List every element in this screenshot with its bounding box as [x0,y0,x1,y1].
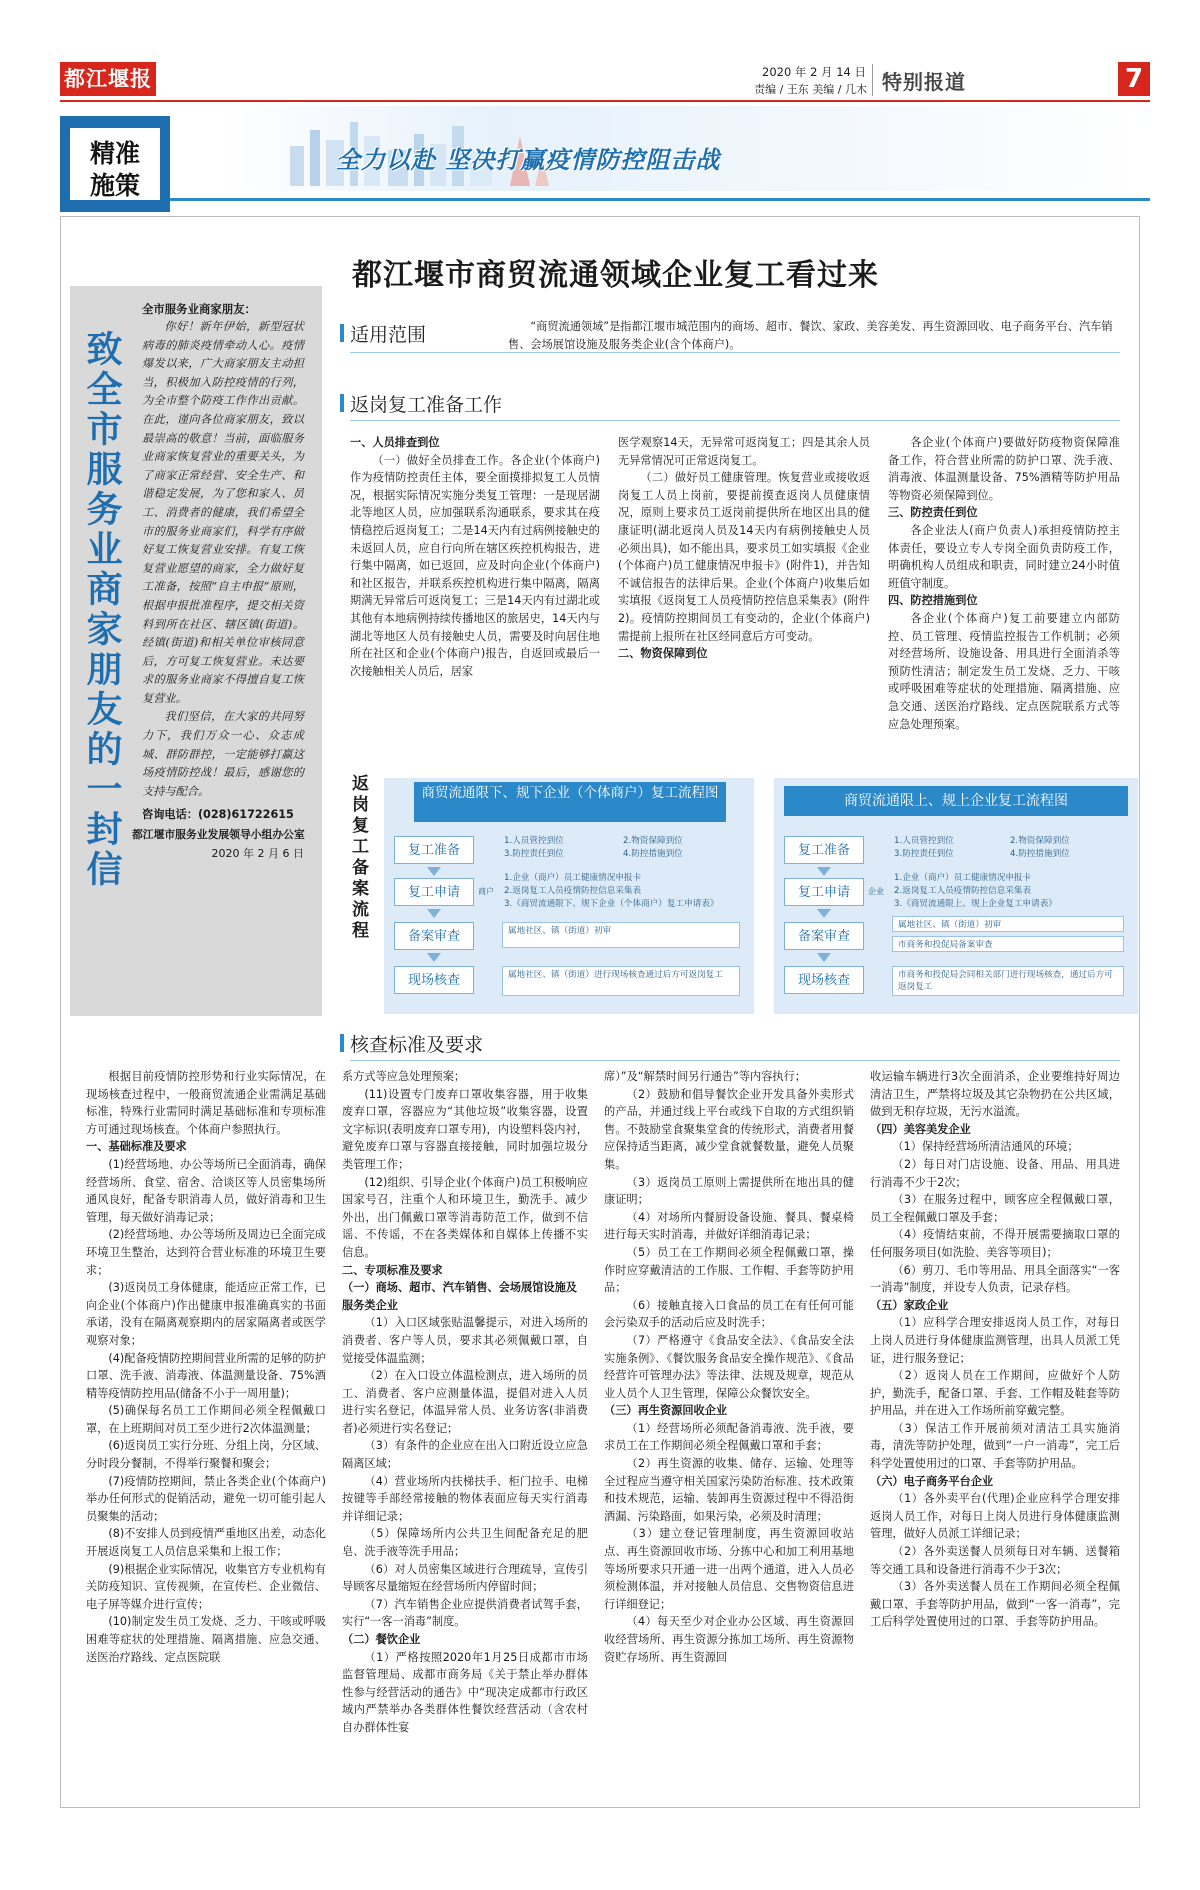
flow-box-left-1: 4.防控措施到位 [623,849,683,859]
paragraph: （2）在入口设立体温检测点，进入场所的员工、消费者、客户应测量体温，提倡对进入人员进行实名登记，体温异常人员、业务访客(非消费者)必须进行实名登记； [342,1369,588,1435]
paragraph: （1）入口区域张贴温馨提示，对进入场所的消费者、客户等人员，要求其必须佩戴口罩，自觉接受体温监测； [342,1316,588,1365]
paragraph: （6）剪刀、毛巾等用品、用具全面落实“一客一消毒”制度，并设专人负责，记录存档。 [870,1263,1120,1295]
paragraph: 席）”及“解禁时间另行通告”等内容执行； [604,1070,806,1083]
paragraph: 各企业(个体商户)要做好防疫物资保障准备工作，符合营业所需的防护口罩、洗手液、消毒液、体温测量设备、75%酒精等防护用品等物资必须保障到位。 [888,436,1120,502]
letter-body [132,300,305,863]
letter-paragraph: 你好！新年伊始，新型冠状病毒的肺炎疫情牵动人心。疫情爆发以来，广大商家朋友主动担当，积极加入防控疫情的行列，为全市整个防疫工作作出贡献。在此，谨向各位商家朋友，致以最崇高的敬意！当前，面临服务业商家恢复营业的重要关头，为了商家正常经营、安全生产、和谐稳定发展，为了您和家人、员工、消费者的健康，我们希望全市的服务业商家们，科学有序做好复工恢复营业安排。有复工恢复营业愿望的商家，全力做好复工准备，按照“自主申报”原则，根据申报批准程序，提交相关资料到所在社区、辖区镇(街道)。经镇(街道)和相关单位审核同意后，方可复工恢复营业。未达要求的服务业商家不得擅自复工恢复营业。 [142,320,304,705]
prep-rule [350,420,1120,421]
flow-step-right-4: 现场核查 [784,966,864,994]
paragraph: (3)返岗员工身体健康，能适应正常工作，已向企业(个体商户)作出健康申报准确真实的书面承诺，没有在隔离观察期内的居家隔离者或医学观察对象； [86,1281,326,1347]
paragraph: （5）保障场所内公共卫生间配备充足的肥皂、洗手液等洗手用品； [342,1527,588,1559]
letter-date: 2020 年 2 月 6 日 [211,847,304,861]
flow-arrow-icon [817,953,831,962]
prep-column-3 [888,434,1120,774]
flow-arrow-icon [427,909,441,918]
subheading: 二、物资保障到位 [618,647,708,661]
letter-greeting: 全市服务业商家朋友： [142,302,256,316]
paragraph: （7）汽车销售企业应提供消费者试驾手套，实行“一客一消毒”制度。 [342,1597,588,1629]
paragraph: （2）再生资源的收集、储存、运输、处理等全过程应当遵守相关国家污染防治标准、技术政策和技术规范，运输、装卸再生资源过程中不得沿街洒漏、污染路面，如果污染，必须及时清理； [604,1457,854,1523]
check-rule [350,1060,1120,1061]
flow-box-right-2: 2.返岗复工人员疫情防控信息采集表 [894,886,1032,896]
paragraph: （2）返岗人员在工作期间，应做好个人防护，勤洗手，配备口罩、手套、工作帽及鞋套等防护用品，并在进入工作场所前穿戴完整。 [870,1369,1120,1418]
check-column-1 [86,1068,326,1788]
paragraph: （2）鼓励和倡导餐饮企业开发具备外卖形式的产品，并通过线上平台或线下自取的方式组织销售。不鼓励堂食聚集堂食的传统形式，消费者用餐应保持适当距离，减少堂食就餐数量，避免人员聚集。 [604,1087,854,1171]
paragraph: （4）疫情结束前，不得开展需要摘取口罩的任何服务项目(如洗脸、美容等项目)； [870,1228,1120,1259]
flow-left-title: 商贸流通限下、规下企业（个体商户）复工流程图 [414,782,726,822]
paragraph: （1）应科学合理安排返岗人员工作，对每日上岗人员进行身体健康监测管理，出具人员派工凭证，进行服务登记； [870,1316,1120,1365]
subheading: （三）再生资源回收企业 [604,1403,728,1418]
prep-column-1 [350,434,600,774]
subheading: （五）家政企业 [870,1297,949,1312]
paragraph: （4）对场所内餐厨设备设施、餐具、餐桌椅进行每天实时消毒，并做好详细消毒记录； [604,1210,854,1242]
letter-signature: 都江堰市服务业发展领导小组办公室 [132,828,305,842]
paragraph: （3）有条件的企业应在出入口附近设立应急隔离区域； [342,1439,588,1471]
subheading: （四）美容美发企业 [870,1121,971,1136]
paragraph: (1)经营场地、办公等场所已全面消毒，确保经营场所、食堂、宿舍、洽谈区等人员密集场所通风良好，配备专职消毒人员，做好消毒和卫生管理，每天做好消毒记录； [86,1157,326,1224]
banner-slogan: 全力以赴 坚决打赢疫情防控阻击战 [336,146,721,174]
banner [60,106,1150,226]
banner-tag-line1: 精准 [89,139,140,168]
paragraph: （6）接触直接入口食品的员工在有任何可能会污染双手的活动后应及时洗手； [604,1298,854,1330]
flow-side-label: 返岗复工备案流程 [352,774,369,941]
masthead [60,62,1150,102]
flow-side-note: 企业 [868,887,884,896]
subheading: （六）电子商务平台企业 [870,1473,994,1488]
subheading: 三、防控责任到位 [888,506,978,520]
header-divider [872,64,873,96]
flow-box-left-1: 2.物资保障到位 [623,836,683,846]
flow-box-left-3: 属地社区、镇（街道）初审 [502,922,740,948]
flow-step-left-3: 备案审查 [394,922,474,950]
subheading: （一）商场、超市、汽车销售、会场展馆设施及服务类企业 [342,1280,577,1312]
subheading: 一、基础标准及要求 [86,1140,187,1154]
newspaper-logo: 都江堰报 [60,62,156,96]
paragraph: （3）保洁工作开展前须对清洁工具实施消毒，清洗等防护处理，做到“一户一消毒”，完工后科学处置使用过的口罩、手套等防护用品。 [870,1421,1120,1471]
paragraph: (2)经营场地、办公等场所及周边已全面完成环境卫生整治，达到符合营业标准的环境卫生要求； [86,1228,326,1277]
paragraph: （1）经营场所必须配备消毒液、洗手液，要求员工在工作期间必须全程佩戴口罩和手套； [604,1421,854,1453]
paragraph: 根据目前疫情防控形势和行业实际情况，在现场核查过程中，一般商贸流通企业需满足基础标准，特殊行业需同时满足基础标准和专项标准方可通过现场核查。个体商户参照执行。 [86,1070,326,1136]
paragraph: （3）各外卖送餐人员在工作期间必须全程佩戴口罩、手套等防护用品，做到“一客一消毒”，完工后科学处置使用过的口罩、手套等防护用品。 [870,1580,1120,1629]
paragraph: 各企业(个体商户)复工前要建立内部防控、员工管理、疫情监控报告工作机制；必须对经营场所、设施设备、用具进行全面消杀等预防性清洁；制定发生员工发烧、乏力、干咳或呼吸困难等症状的处理措施、隔离措施、应急交通、送医治疗路线、定点医院联系方式等应急处理预案。 [888,611,1120,731]
flow-box-right-1: 4.防控措施到位 [1010,849,1070,859]
flow-arrow-icon [817,867,831,876]
subheading: （二）餐饮企业 [342,1632,421,1646]
letter-vertical-title: 致全市服务业商家朋友的一封信 [81,330,123,890]
check-section-label: 核查标准及要求 [350,1030,483,1057]
flow-right-body [774,830,1138,1010]
flow-box-right-2: 3.《商贸流通限上、规上企业复工申请表》 [894,899,1057,909]
flow-step-right-1: 复工准备 [784,836,864,864]
flow-box-right-1: 3.防控责任到位 [894,849,954,859]
flow-step-left-4: 现场核查 [394,966,474,994]
paragraph: (9)根据企业实际情况，收集官方专业机构有关防疫知识、宣传视频，在宣传栏、企业微信、电子屏等媒介进行宣传； [86,1562,326,1611]
flow-arrow-icon [427,867,441,876]
check-column-2 [342,1068,588,1788]
flow-step-right-2: 复工申请 [784,878,864,906]
paragraph: （2）每日对门店设施、设备、用品、用具进行消毒不少于2次； [870,1157,1120,1189]
flow-step-right-3: 备案审查 [784,922,864,950]
subheading: 二、专项标准及要求 [342,1263,443,1277]
scope-text: “商贸流通领域”是指都江堰市城范围内的商场、超市、餐饮、家政、美容美发、再生资源回收、电子商务平台、汽车销售、会场展馆设施及服务类企业(含个体商户)。 [508,320,1113,351]
paragraph: 各企业法人(商户负责人)承担疫情防控主体责任，要设立专人专岗全面负责防疫工作，明确机构人员组成和职责，同时建立24小时值班值守制度。 [888,523,1120,590]
paragraph: （1）各外卖平台(代理)企业应科学合理安排返岗人员工作，对每日上岗人员进行身体健康监测管理，做好人员派工详细记录； [870,1492,1120,1541]
paragraph: (8)不安排人员到疫情严重地区出差，动态化开展返岗复工人员信息采集和上报工作； [86,1527,326,1559]
paragraph: （二）做好员工健康管理。恢复营业或接收返岗复工人员上岗前，要提前摸查返岗人员健康情况，原则上要求员工返岗前提供所在地区出具的健康证明(湖北返岗人员及14天内有病例接触史人员必须出具)，如不能出具，要求员工如实填报《企业(个体商户)员工健康情况申报卡》(附件1)，并告知不诚信报告的法律后果。企业(个体商户)收集后如实填报《返岗复工人员疫情防控信息采集表》(附件2)。疫情防控期间员工有变动的，企业(个体商户)需提前上报所在社区经同意后方可变动。 [618,471,870,643]
paragraph: （3）返岗员工原则上需提供所在地出具的健康证明； [604,1175,854,1207]
paragraph: （1）保持经营场所清洁通风的环境； [892,1140,1079,1154]
flow-box-left-1: 1.人员管控到位 [504,836,564,846]
flow-box-right-1: 1.人员管控到位 [894,836,954,846]
masthead-rule [60,100,1150,102]
paragraph: (10)制定发生员工发烧、乏力、干咳或呼吸困难等症状的处理措施、隔离措施、应急交通、送医治疗路线、定点医院联 [86,1615,326,1664]
flow-step-left-1: 复工准备 [394,836,474,864]
paragraph: 医学观察14天，无异常可返岗复工；四是其余人员无异常情况可正常返岗复工。 [618,436,870,467]
flow-step-left-2: 复工申请 [394,878,474,906]
flow-arrow-icon [427,953,441,962]
flow-box-right-2: 1.企业（商户）员工健康情况申报卡 [894,873,1032,883]
paragraph: (5)确保每名员工工作期间必须全程佩戴口罩，在上班期间对员工至少进行2次体温测量； [86,1404,326,1435]
flow-box-left-2: 3.《商贸流通限下、规下企业（个体商户）复工申请表》 [504,899,719,909]
paragraph: （1）严格按照2020年1月25日成都市市场监督管理局、成都市商务局《关于禁止举办群体性参与经营活动的通告》中“现决定成都市行政区域内严禁举办各类群体性餐饮经营活动（含农村自办群体性宴 [342,1650,588,1734]
section-name: 特别报道 [882,70,966,94]
prep-column-2 [618,434,870,774]
paragraph: （5）员工在工作期间必须全程佩戴口罩，操作时应穿戴清洁的工作服、工作帽、手套等防护用品； [604,1245,854,1295]
paragraph: （3）建立登记管理制度，再生资源回收站点、再生资源回收市场、分拣中心和加工利用基地等场所要求只开通一进一出两个通道，进入人员必须检测体温，并对接触人员信息、交售物资信息进行详细登记； [604,1527,854,1611]
paragraph: （6）对人员密集区域进行合理疏导，宣传引导顾客尽量缩短在经营场所内停留时间； [342,1562,588,1594]
letter-phone: 咨询电话：(028)61722615 [142,808,294,822]
flow-right-title: 商贸流通限上、规上企业复工流程图 [784,786,1128,816]
paragraph: (7)疫情防控期间，禁止各类企业(个体商户)举办任何形式的促销活动，避免一切可能引起人员聚集的活动； [86,1474,326,1523]
paragraph: （4）营业场所内扶梯扶手、柜门拉手、电梯按键等手部经常接触的物体表面应每天实行消毒并详细记录； [342,1474,588,1523]
paragraph: （3）在服务过程中，顾客应全程佩戴口罩，员工全程佩戴口罩及手套； [870,1193,1120,1224]
banner-tag-line2: 施策 [89,171,140,200]
flow-box-right-3: 市商务和投促局备案审查 [892,936,1124,952]
paragraph: (4)配备疫情防控期间营业所需的足够的防护口罩、洗手液、消毒液、体温测量设备、75%酒精等疫情防控用品(储备不小于一周用量)； [86,1351,326,1400]
paragraph: （2）各外卖送餐人员须每日对车辆、送餐箱等交通工具和设备进行消毒不少于3次； [870,1545,1120,1576]
paragraph: （一）做好全员排查工作。各企业(个体商户)作为疫情防控责任主体，要全面摸排拟复工人员情况，根据实际情况实施分类复工管理：一是现居湖北等地区人员，应加强联系沟通联系，要求其在疫情稳控后返岗复工；二是14天内有过病例接触史的未返回人员，应自行向所在辖区疾控机构报告，进行集中隔离，如已返回，应及时向企业(个体商户)和社区报告，并联系疾控机构进行集中隔离，隔离期满无异常后可返岗复工；三是14天内有过湖北或其他有本地病例持续传播地区的旅居史，14天内与湖北等地区人员有接触史人员，需要及时向居住地所在社区和企业(个体商户)报告，自返回或最后一次接触相关人员后，居家 [350,453,600,678]
letter-closing: 我们坚信，在大家的共同努力下，我们万众一心、众志成城、群防群控，一定能够打赢这场疫情防控战！最后，感谢您的支持与配合。 [142,710,304,798]
paragraph: 系方式等应急处理预案； [342,1070,466,1083]
scope-rule [350,352,1120,353]
check-column-4 [870,1068,1120,1788]
prep-section-label: 返岗复工准备工作 [350,390,502,417]
editor-credits: 责编 / 王东 美编 / 几木 [754,83,867,96]
flow-arrow-icon [817,909,831,918]
subheading: 一、人员排查到位 [350,436,440,449]
check-column-3 [604,1068,854,1788]
paragraph: （4）每天至少对企业办公区域、再生资源回收经营场所、再生资源分拣加工场所、再生资源物资贮存场所、再生资源回 [604,1615,854,1664]
subheading: 四、防控措施到位 [888,594,978,608]
scope-section-label: 适用范围 [350,320,426,347]
flow-box-left-1: 3.防控责任到位 [504,849,564,859]
flow-box-left-4: 属地社区、镇（街道）进行现场核查通过后方可返岗复工 [502,966,740,996]
flow-box-left-2: 1.企业（商户）员工健康情况申报卡 [504,873,642,883]
paragraph: (6)返岗员工实行分班、分组上岗，分区域、分时段分餐制，不得举行聚餐和聚会； [86,1439,326,1471]
issue-date: 2020 年 2 月 14 日 [762,65,866,79]
article-headline: 都江堰市商贸流通领域企业复工看过来 [352,258,879,293]
banner-bottom-rule [170,198,1150,201]
paragraph: (12)组织、引导企业(个体商户)员工积极响应国家号召，注重个人和环境卫生，勤洗手、减少外出，出门佩戴口罩等消毒防范工作，做到不信谣、不传谣，不在各类媒体和自媒体上传播不实信息。 [342,1175,588,1259]
banner-tag [60,116,170,212]
paragraph: 收运输车辆进行3次全面消杀，企业要维持好周边清洁卫生，严禁将垃圾及其它杂物扔在公共区域，做到无积存垃圾，无污水溢流。 [870,1070,1120,1119]
flow-side-note: 商户 [478,887,494,896]
paragraph: (11)设置专门废弃口罩收集容器，用于收集废弃口罩，容器应为“其他垃圾”收集容器，设置文字标识(表明废弃口罩专用)，内设塑料袋内衬，避免废弃口罩与容器直接接触，同时加强垃圾分类管理工作； [342,1087,588,1171]
flow-box-right-4: 市商务和投促局会同相关部门进行现场核查，通过后方可返岗复工 [892,966,1124,996]
paragraph: （7）严格遵守《食品安全法》、《食品安全法实施条例》、《餐饮服务食品安全操作规范》、《食品经营许可管理办法》等法律、法规及规章，规范从业人员个人卫生管理，保障公众餐饮安全。 [604,1333,854,1400]
flow-box-right-1: 2.物资保障到位 [1010,836,1070,846]
flow-left-body [384,830,754,1010]
flow-box-right-3: 属地社区、镇（街道）初审 [892,916,1124,932]
flow-box-left-2: 2.返岗复工人员疫情防控信息采集表 [504,886,642,896]
page-number: 7 [1118,62,1150,96]
